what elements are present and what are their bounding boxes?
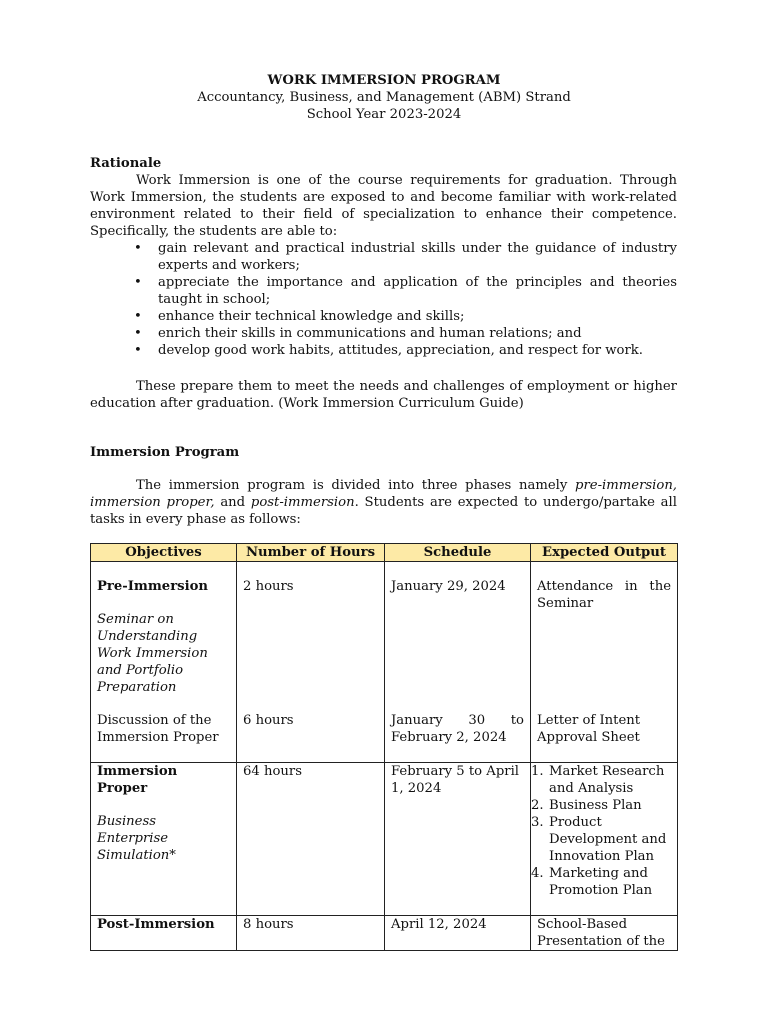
col-header-hours: Number of Hours [237,544,385,562]
rationale-bullet: • gain relevant and practical industrial skills under the guidance of industry experts and workers; [90,240,677,274]
rationale-section [90,155,677,359]
program-intro-and: and [214,495,251,510]
rationale-heading: Rationale [90,156,162,171]
immersion-proper-schedule: February 5 to April 1, 2024 [385,763,531,916]
output-item: 1. Market Research and Analysis [531,764,665,796]
program-intro-text: The immersion program is divided into three phases namely [136,478,576,493]
phase-post-immersion: post-immersion [250,495,355,510]
immersion-proper-outputs [531,763,671,899]
rationale-bullet: • enhance their technical knowledge and skills; [90,308,677,325]
col-header-schedule: Schedule [385,544,531,562]
output-item: 3. Product Development and Innovation Plan [531,815,667,864]
program-intro [90,477,677,528]
phase-pre-immersion: pre-immersion, [575,478,677,493]
phase-immersion-proper: immersion proper, [90,495,215,510]
discussion-output-approval: Approval Sheet [537,730,640,745]
post-immersion-hours: 8 hours [237,916,385,951]
table-row-immersion-proper [91,763,678,916]
rationale-bullet: • enrich their skills in communications and human relations; and [90,325,677,342]
discussion-schedule-line1: January 30 to [391,713,524,728]
table-row-post-immersion [91,916,678,951]
output-item: 4. Marketing and Promotion Plan [531,866,653,898]
pre-immersion-seminar: Seminar on Understanding Work Immersion and Portfolio Preparation [97,612,208,695]
pre-immersion-hours: 2 hours [237,578,385,696]
rationale-bullet: • develop good work habits, attitudes, appreciation, and respect for work. [90,342,677,359]
rationale-intro: Work Immersion is one of the course requirements for graduation. Through Work Immersion, the students are exposed to and become familiar with work-related environment related to their field of specialization to enhance their competence. Specifically, the students are able to: [90,173,677,239]
discussion-output-letter: Letter of Intent [537,713,641,728]
post-immersion-schedule: April 12, 2024 [385,916,531,951]
document-header [0,72,768,123]
post-immersion-title: Post-Immersion [91,916,237,951]
rationale-bullet-list [90,240,677,359]
rationale-closing: These prepare them to meet the needs and challenges of employment or higher education after graduation. (Work Immersion Curriculum Guide) [90,379,677,411]
immersion-table [90,543,678,951]
rationale-bullet: • appreciate the importance and application of the principles and theories taught in school; [90,274,677,308]
post-immersion-output: School-Based Presentation of the [531,916,678,951]
discussion-title: Discussion of the Immersion Proper [97,713,219,745]
pre-immersion-title: Pre-Immersion [97,579,208,594]
col-header-output: Expected Output [531,544,678,562]
table-row-discussion [91,696,678,763]
pre-immersion-output: Attendance in the Seminar [531,578,678,696]
program-heading: Immersion Program [90,445,240,460]
table-spacer-row [91,562,678,579]
immersion-proper-title: Immersion Proper [97,764,178,796]
discussion-hours: 6 hours [243,713,294,728]
school-year: School Year 2023-2024 [306,107,462,122]
col-header-objectives: Objectives [91,544,237,562]
immersion-proper-subtitle: Business Enterprise Simulation* [97,814,176,863]
table-row-pre-immersion [91,578,678,696]
program-intro-text-end: . Students are expected to undergo/partake all tasks in every phase as follows: [90,495,677,527]
output-item: 2. Business Plan [531,798,642,813]
pre-immersion-schedule: January 29, 2024 [385,578,531,696]
table-header-row [91,544,678,562]
immersion-proper-hours: 64 hours [237,763,385,916]
discussion-schedule-line2: February 2, 2024 [391,730,507,745]
document-title: WORK IMMERSION PROGRAM [267,73,501,88]
strand-subtitle: Accountancy, Business, and Management (ABM) Strand [197,90,571,105]
